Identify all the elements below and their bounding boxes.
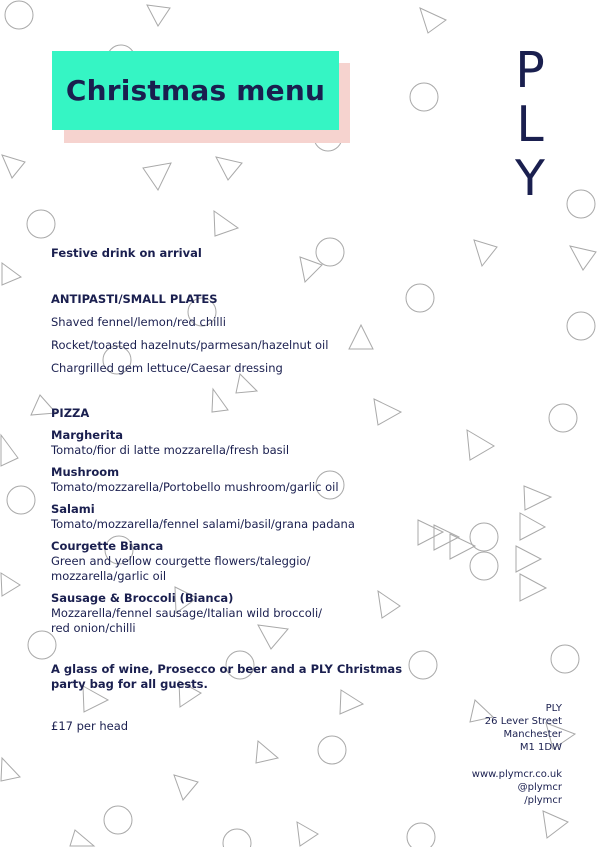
- logo-letter: L: [516, 96, 544, 153]
- background-triangle: [378, 591, 400, 618]
- background-triangle: [474, 240, 497, 266]
- background-triangle: [70, 830, 94, 846]
- background-triangle: [2, 155, 25, 178]
- background-triangle: [1, 573, 20, 596]
- address-block: [472, 702, 562, 807]
- logo-letter: P: [515, 42, 545, 99]
- background-triangle: [216, 157, 242, 180]
- facebook-handle[interactable]: /plymcr: [524, 795, 562, 806]
- background-triangle: [2, 263, 21, 285]
- price-line: £17 per head: [51, 719, 129, 733]
- antipasti-item: Chargrilled gem lettuce/Caesar dressing: [51, 361, 283, 375]
- background-triangle: [143, 163, 171, 190]
- background-triangle: [516, 546, 541, 572]
- background-triangle: [467, 430, 494, 460]
- background-circle: [406, 284, 434, 312]
- background-circle: [7, 486, 35, 514]
- background-circle: [551, 645, 579, 673]
- background-circle: [470, 552, 498, 580]
- address-line: 26 Lever Street: [484, 716, 562, 727]
- background-circle: [104, 806, 132, 834]
- background-triangle: [420, 8, 446, 33]
- address-line: M1 1DW: [519, 742, 562, 753]
- background-circle: [27, 210, 55, 238]
- pizza-name: Salami: [51, 502, 95, 516]
- ply-logo: [507, 44, 553, 206]
- background-triangle: [418, 520, 443, 545]
- background-triangle: [256, 741, 278, 763]
- pizza-heading: PIZZA: [51, 406, 90, 420]
- background-triangle: [174, 775, 198, 800]
- background-triangle: [450, 534, 475, 559]
- pizza-name: Margherita: [51, 428, 123, 442]
- background-circle: [409, 651, 437, 679]
- title-banner: [52, 51, 339, 130]
- background-circle: [223, 829, 251, 847]
- background-circle: [407, 823, 435, 847]
- extras-line: party bag for all guests.: [51, 677, 208, 691]
- website-link[interactable]: www.plymcr.co.uk: [471, 769, 562, 780]
- address-line: PLY: [545, 703, 562, 714]
- background-triangle: [147, 5, 170, 26]
- pizza-description: Tomato/mozzarella/Portobello mushroom/garlic oil: [51, 480, 339, 494]
- background-circle: [567, 312, 595, 340]
- antipasti-heading: ANTIPASTI/SMALL PLATES: [51, 292, 218, 306]
- address-line: Manchester: [503, 729, 562, 740]
- pizza-name: Sausage & Broccoli (Bianca): [51, 591, 234, 605]
- background-triangle: [1, 758, 20, 781]
- background-triangle: [434, 525, 459, 550]
- background-triangle: [543, 811, 568, 838]
- pizza-name: Courgette Bianca: [51, 539, 164, 553]
- pizza-name: Mushroom: [51, 465, 120, 479]
- pizza-description: Tomato/mozzarella/fennel salami/basil/grana padana: [51, 517, 355, 531]
- logo-letter: Y: [515, 150, 545, 207]
- pizza-description: red onion/chilli: [51, 621, 136, 635]
- background-triangle: [520, 513, 545, 540]
- menu-content: [51, 246, 403, 734]
- arrival-drink-line: Festive drink on arrival: [51, 246, 202, 260]
- background-triangle: [1, 435, 18, 466]
- background-triangle: [570, 246, 596, 270]
- background-circle: [318, 736, 346, 764]
- background-triangle: [520, 574, 546, 601]
- pizza-description: Mozzarella/fennel sausage/Italian wild broccoli/: [51, 606, 323, 620]
- pizza-description: mozzarella/garlic oil: [51, 569, 167, 583]
- background-circle: [5, 1, 33, 29]
- antipasti-item: Rocket/toasted hazelnuts/parmesan/hazelnut oil: [51, 338, 329, 352]
- background-circle: [549, 404, 577, 432]
- background-circle: [410, 83, 438, 111]
- background-triangle: [214, 211, 238, 236]
- background-triangle: [524, 486, 551, 510]
- pizza-description: Tomato/fior di latte mozzarella/fresh basil: [51, 443, 290, 457]
- background-triangle: [297, 822, 318, 846]
- pizza-description: Green and yellow courgette flowers/taleggio/: [51, 554, 311, 568]
- antipasti-item: Shaved fennel/lemon/red chilli: [51, 315, 226, 329]
- background-circle: [567, 190, 595, 218]
- extras-line: A glass of wine, Prosecco or beer and a PLY Christmas: [51, 662, 403, 676]
- page-title: Christmas menu: [65, 74, 326, 107]
- twitter-handle[interactable]: @plymcr: [517, 782, 562, 793]
